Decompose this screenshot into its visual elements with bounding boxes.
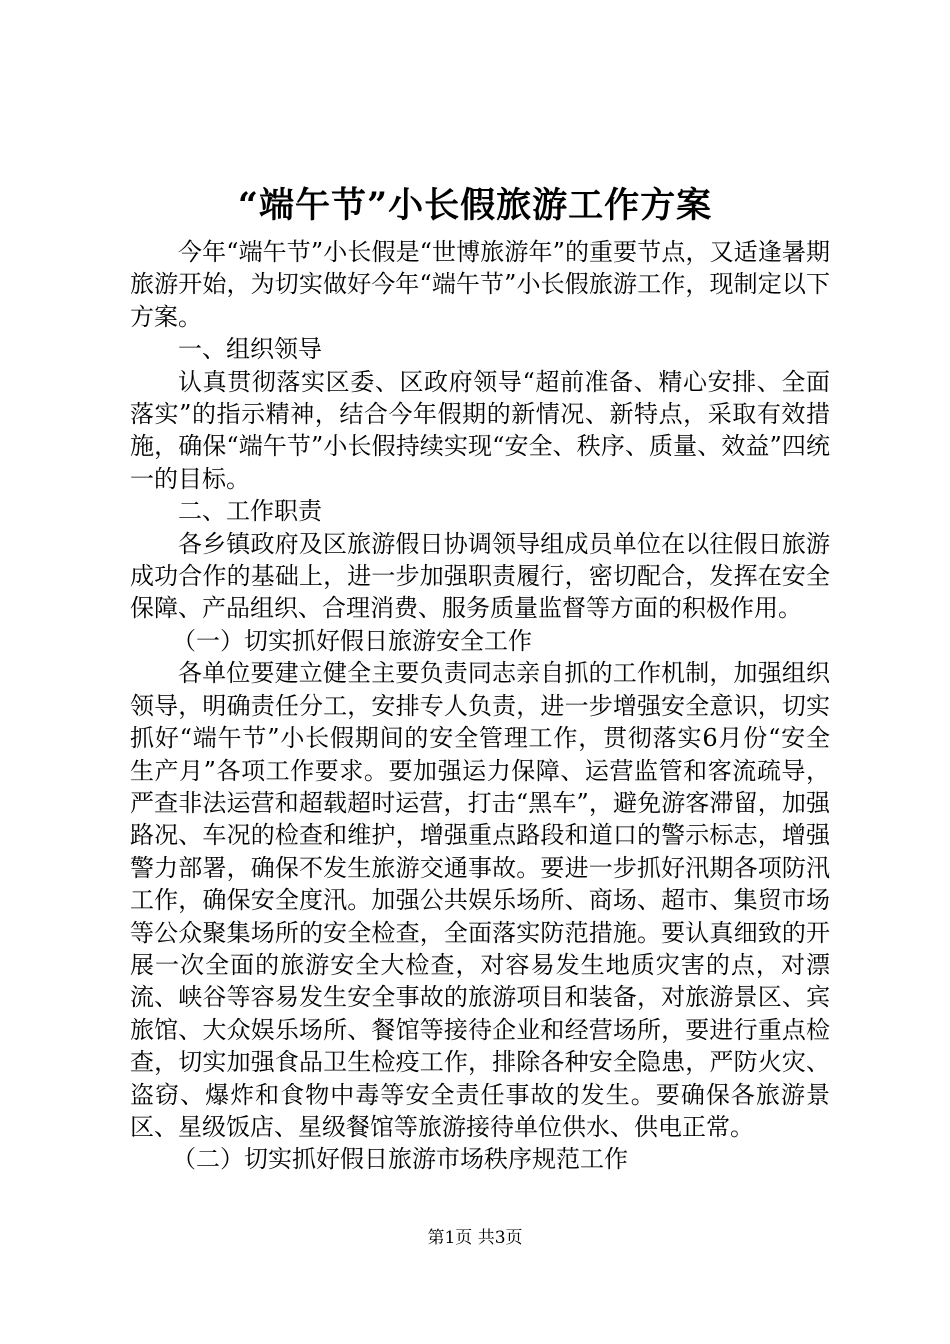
duties-paragraph: 各乡镇政府及区旅游假日协调领导组成员单位在以往假日旅游成功合作的基础上，进一步加强职责履行，密切配合，发挥在安全保障、产品组织、合理消费、服务质量监督等方面的积极作用。 — [130, 529, 830, 623]
document-body — [130, 236, 830, 1176]
page-footer: 第1页 共3页 — [427, 1228, 523, 1248]
intro-paragraph: 今年“端午节”小长假是“世博旅游年”的重要节点，又适逢暑期旅游开始，为切实做好今年“端午节”小长假旅游工作，现制定以下方案。 — [130, 238, 830, 331]
section-heading-duties: 二、工作职责 — [178, 497, 322, 526]
section-heading-organization: 一、组织领导 — [178, 335, 322, 364]
subsection-heading-safety: （一）切实抓好假日旅游安全工作 — [172, 626, 532, 655]
safety-paragraph: 各单位要建立健全主要负责同志亲自抓的工作机制，加强组织领导，明确责任分工，安排专人负责，进一步增强安全意识，切实抓好“端午节”小长假期间的安全管理工作，贯彻落实6月份“安全生产月”各项工作要求。要加强运力保障、运营监管和客流疏导，严查非法运营和超载超时运营，打击“黑车”，避免游客滞留，加强路况、车况的检查和维护，增强重点路段和道口的警示标志，增强警力部署，确保不发生旅游交通事故。要进一步抓好汛期各项防汛工作，确保安全度汛。加强公共娱乐场所、商场、超市、集贸市场等公众聚集场所的安全检查，全面落实防范措施。要认真细致的开展一次全面的旅游安全大检查，对容易发生地质灾害的点，对漂流、峡谷等容易发生安全事故的旅游项目和装备，对旅游景区、宾旅馆、大众娱乐场所、餐馆等接待企业和经营场所，要进行重点检查，切实加强食品卫生检疫工作，排除各种安全隐患，严防火灾、盗窃、爆炸和食物中毒等安全责任事故的发生。要确保各旅游景区、星级饭店、星级餐馆等旅游接待单位供水、供电正常。 — [130, 659, 830, 1141]
organization-paragraph: 认真贯彻落实区委、区政府领导“超前准备、精心安排、全面落实”的指示精神，结合今年假期的新情况、新特点，采取有效措施，确保“端午节”小长假持续实现“安全、秩序、质量、效益”四统一的目标。 — [130, 367, 830, 493]
document-title: “端午节”小长假旅游工作方案 — [237, 185, 713, 226]
subsection-heading-market-order: （二）切实抓好假日旅游市场秩序规范工作 — [172, 1145, 628, 1174]
